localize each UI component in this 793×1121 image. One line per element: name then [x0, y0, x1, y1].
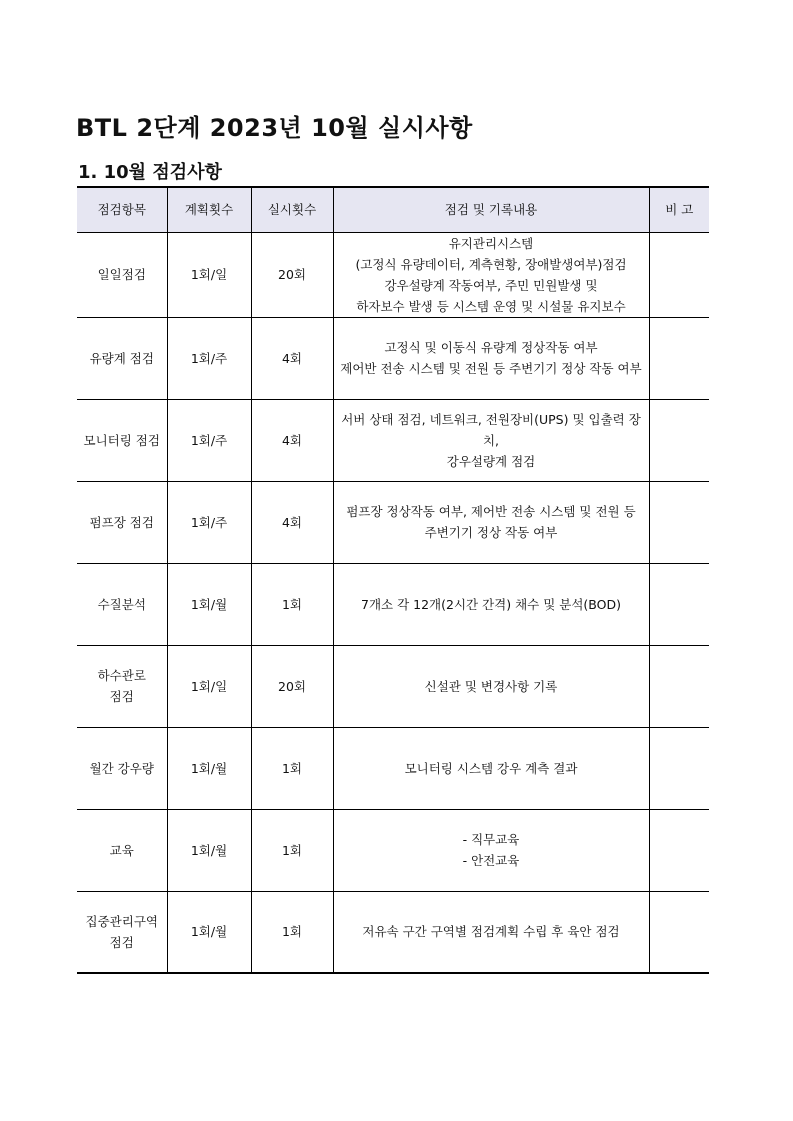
- cell-content-line: 주변기기 정상 작동 여부: [424, 525, 558, 540]
- cell-planned-count: 1회/주: [167, 399, 251, 481]
- cell-inspection-item-line: 하수관로: [97, 668, 146, 683]
- cell-inspection-item: [77, 727, 167, 809]
- cell-content-line: 신설관 및 변경사항 기록: [424, 678, 558, 694]
- cell-content: [333, 891, 649, 973]
- cell-planned-count: 1회/주: [167, 481, 251, 563]
- cell-inspection-item: [77, 232, 167, 317]
- cell-performed-count: 1회: [251, 563, 333, 645]
- cell-content-line: (고정식 유량데이터, 계측현황, 장애발생여부)점검: [355, 256, 627, 272]
- cell-note: [649, 232, 709, 317]
- cell-content-line: 제어반 전송 시스템 및 전원 등 주변기기 정상 작동 여부: [340, 361, 642, 376]
- cell-content-line: 강우설량계 점검: [446, 453, 536, 469]
- table-row: [77, 645, 709, 727]
- cell-inspection-item: [77, 645, 167, 727]
- table-row: [77, 727, 709, 809]
- header-content: 점검 및 기록내용: [333, 187, 649, 232]
- cell-inspection-item-line: 점검: [109, 934, 134, 950]
- cell-note: [649, 399, 709, 481]
- cell-performed-count: 20회: [251, 232, 333, 317]
- table-row: [77, 232, 709, 317]
- cell-note: [649, 317, 709, 399]
- cell-inspection-item: [77, 317, 167, 399]
- cell-inspection-item-line: 교육: [109, 842, 134, 858]
- page-title: BTL 2단계 2023년 10월 실시사항: [76, 114, 473, 142]
- header-planned-count: 계획횟수: [167, 187, 251, 232]
- table-row: [77, 809, 709, 891]
- cell-performed-count: 4회: [251, 317, 333, 399]
- cell-content: [333, 645, 649, 727]
- cell-planned-count: 1회/일: [167, 645, 251, 727]
- cell-content-line: 강우설량계 작동여부, 주민 민원발생 및: [384, 277, 598, 293]
- table-row: [77, 563, 709, 645]
- cell-inspection-item: [77, 891, 167, 973]
- cell-performed-count: 1회: [251, 809, 333, 891]
- cell-content-line: 7개소 각 12개(2시간 간격) 채수 및 분석(BOD): [361, 596, 621, 612]
- cell-content-line: 저유속 구간 구역별 점검계획 수립 후 육안 점검: [362, 924, 620, 940]
- cell-note: [649, 727, 709, 809]
- cell-planned-count: 1회/월: [167, 809, 251, 891]
- inspection-table: [77, 186, 709, 974]
- cell-inspection-item-line: 유량계 점검: [89, 350, 154, 366]
- table-row: [77, 891, 709, 973]
- section-title: 1. 10월 점검사항: [78, 162, 222, 183]
- cell-content: [333, 481, 649, 563]
- cell-note: [649, 891, 709, 973]
- cell-content-line: - 안전교육: [462, 853, 520, 868]
- header-note: 비 고: [649, 187, 709, 232]
- cell-note: [649, 481, 709, 563]
- cell-content-line: 펌프장 정상작동 여부, 제어반 전송 시스템 및 전원 등: [346, 504, 636, 519]
- cell-inspection-item-line: 모니터링 점검: [83, 432, 160, 448]
- cell-inspection-item-line: 월간 강우량: [89, 760, 154, 776]
- cell-content: [333, 727, 649, 809]
- cell-content: [333, 399, 649, 481]
- cell-content-line: - 직무교육: [462, 832, 520, 847]
- cell-content: [333, 563, 649, 645]
- cell-content: [333, 232, 649, 317]
- cell-inspection-item-line: 펌프장 점검: [89, 514, 154, 530]
- cell-performed-count: 1회: [251, 727, 333, 809]
- cell-performed-count: 1회: [251, 891, 333, 973]
- cell-inspection-item-line: 점검: [109, 689, 134, 704]
- cell-inspection-item-line: 집중관리구역: [85, 913, 158, 929]
- cell-inspection-item: [77, 399, 167, 481]
- cell-planned-count: 1회/월: [167, 891, 251, 973]
- cell-content: [333, 809, 649, 891]
- table-header-row: [77, 187, 709, 232]
- table-row: [77, 317, 709, 399]
- header-performed-count: 실시횟수: [251, 187, 333, 232]
- cell-performed-count: 4회: [251, 399, 333, 481]
- cell-content-line: 유지관리시스템: [448, 235, 534, 251]
- cell-note: [649, 645, 709, 727]
- cell-planned-count: 1회/월: [167, 563, 251, 645]
- table-body: [77, 232, 709, 973]
- cell-content: [333, 317, 649, 399]
- cell-planned-count: 1회/일: [167, 232, 251, 317]
- cell-inspection-item: [77, 809, 167, 891]
- cell-planned-count: 1회/월: [167, 727, 251, 809]
- cell-inspection-item-line: 일일점검: [97, 267, 146, 282]
- cell-content-line: 모니터링 시스템 강우 계측 결과: [404, 760, 578, 776]
- header-inspection-item: 점검항목: [77, 187, 167, 232]
- cell-inspection-item: [77, 563, 167, 645]
- cell-content-line: 고정식 및 이동식 유량계 정상작동 여부: [384, 340, 598, 355]
- cell-note: [649, 563, 709, 645]
- cell-note: [649, 809, 709, 891]
- cell-content-line: 서버 상태 점검, 네트워크, 전원장비(UPS) 및 입출력 장치,: [341, 411, 641, 448]
- table-row: [77, 481, 709, 563]
- cell-performed-count: 4회: [251, 481, 333, 563]
- cell-content-line: 하자보수 발생 등 시스템 운영 및 시설물 유지보수: [356, 298, 626, 314]
- cell-inspection-item: [77, 481, 167, 563]
- table-row: [77, 399, 709, 481]
- cell-performed-count: 20회: [251, 645, 333, 727]
- cell-inspection-item-line: 수질분석: [97, 596, 146, 612]
- cell-planned-count: 1회/주: [167, 317, 251, 399]
